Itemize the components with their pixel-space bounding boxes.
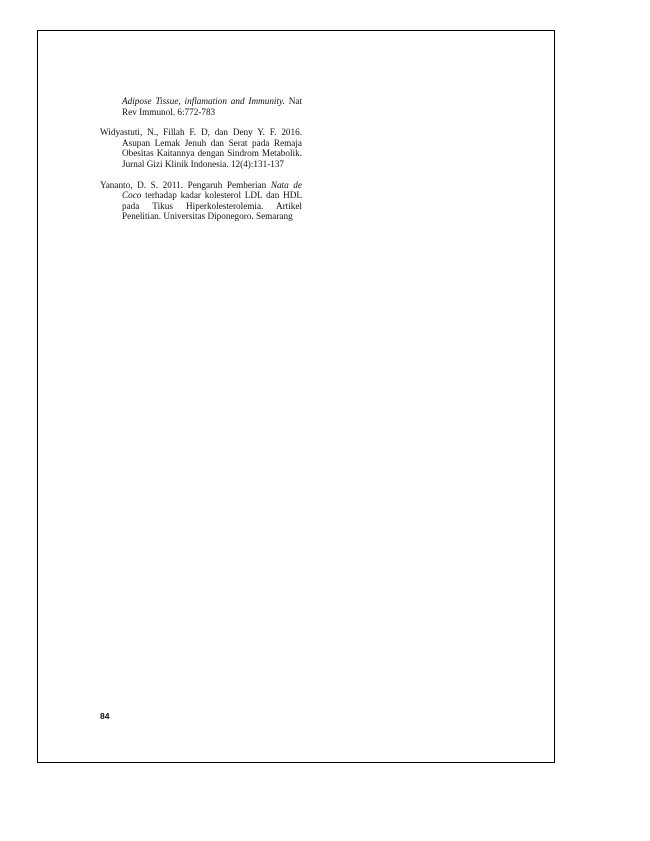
reference-list	[100, 96, 302, 232]
reference-entry-1	[100, 96, 302, 117]
reference-3-italic-term: Nata de Coco	[122, 179, 302, 201]
reference-entry-2	[100, 127, 302, 169]
page-number: 84	[100, 711, 110, 721]
reference-3-authors: Yananto, D. S. 2011. Pengaruh Pemberian	[100, 179, 271, 190]
reference-1-title: Adipose Tissue, inflamation and Immunity.	[122, 96, 285, 106]
reference-2-text: Widyastuti, N., Fillah F. D, dan Deny Y. F. 2016. Asupan Lemak Jenuh dan Serat pada Remaja Obesitas Kaitannya dengan Sindrom Metabolik. Jurnal Gizi Klinik Indonesia. 12(4):131-137	[100, 127, 302, 169]
reference-entry-3	[100, 180, 302, 222]
reference-3-rest: terhadap kadar kolesterol LDL dan HDL pada Tikus Hiperkolesterolemia. Artikel Penelitian. Universitas Diponegoro. Semarang	[122, 190, 302, 222]
reference-1-source: Nat Rev Immunol. 6:772-783	[122, 96, 302, 117]
